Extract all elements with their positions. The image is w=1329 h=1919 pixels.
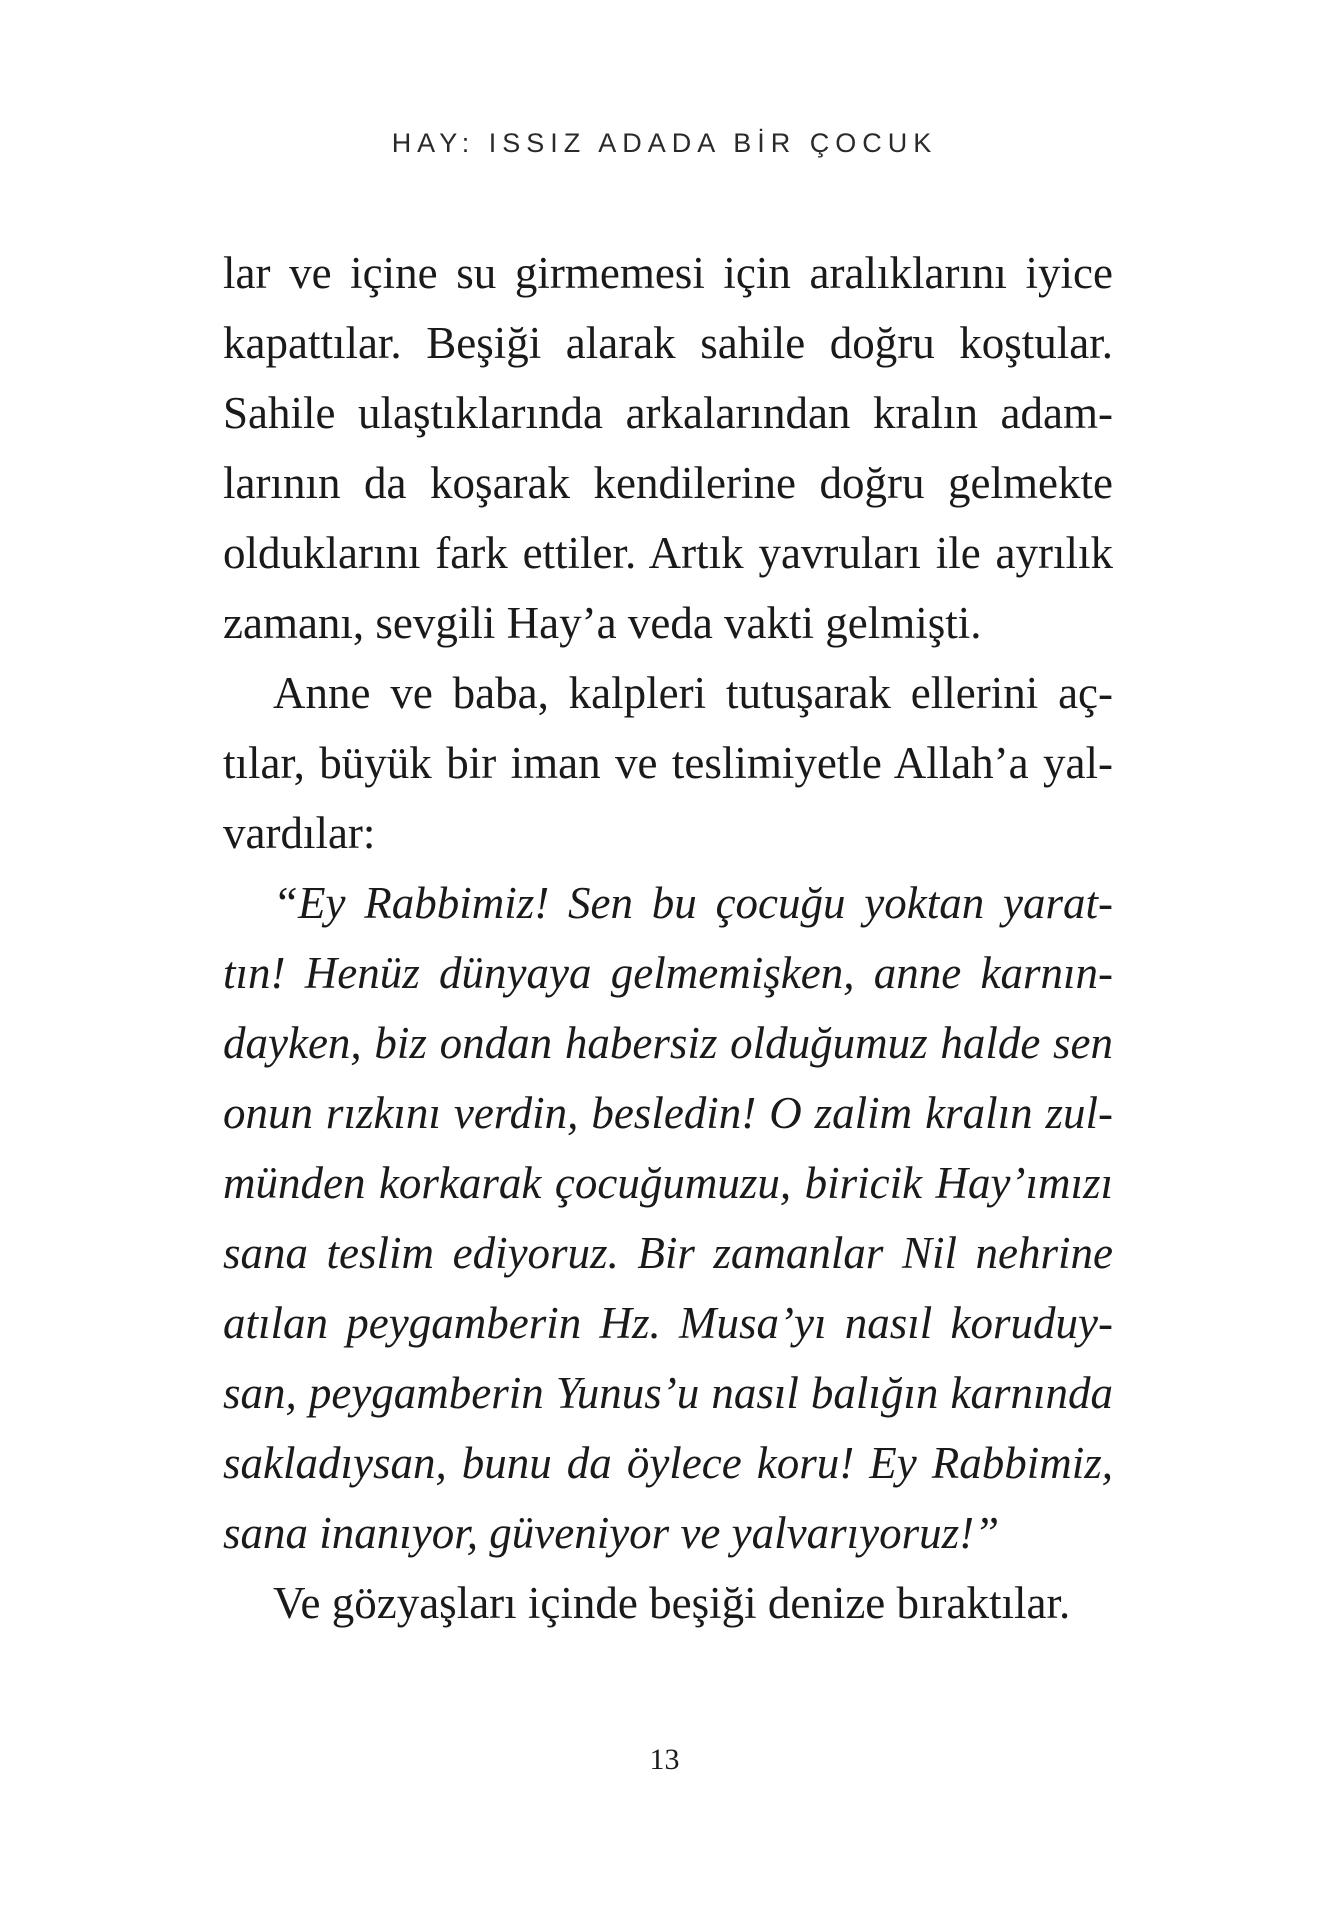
text-line: Sahile ulaştıklarında arkalarından kralın adam- [223, 388, 1113, 438]
text-line: larının da koşarak kendilerine doğru gelmekte [223, 458, 1113, 508]
text-line: Anne ve baba, kalpleri tutuşarak ellerini aç- [273, 668, 1113, 718]
paragraph-prayer [223, 868, 1113, 1568]
text-line: vardılar: [223, 808, 376, 858]
text-line: onun rızkını verdin, besledin! O zalim kralın zul- [223, 1088, 1113, 1138]
page-number: 13 [649, 1743, 680, 1776]
paragraph-1 [223, 238, 1113, 658]
text-line: tılar, büyük bir iman ve teslimiyetle Allah’a yal- [223, 738, 1113, 788]
text-line: sakladıysan, bunu da öylece koru! Ey Rabbimiz, [223, 1438, 1113, 1488]
text-line: zamanı, sevgili Hay’a veda vakti gelmişti. [223, 598, 982, 648]
text-line: lar ve içine su girmemesi için aralıklarını iyice [223, 248, 1113, 298]
text-line: tın! Henüz dünyaya gelmemişken, anne karnın- [223, 948, 1113, 998]
text-line: sana inanıyor, güveniyor ve yalvarıyoruz!” [223, 1508, 1000, 1558]
text-line: olduklarını fark ettiler. Artık yavruları ile ayrılık [223, 528, 1113, 578]
text-line: Ve gözyaşları içinde beşiği denize bıraktılar. [273, 1578, 1071, 1628]
running-header: HAY: ISSIZ ADADA BİR ÇOCUK [391, 128, 938, 158]
text-line: “Ey Rabbimiz! Sen bu çocuğu yoktan yarat- [273, 878, 1113, 928]
paragraph-2 [223, 658, 1113, 868]
text-line: sana teslim ediyoruz. Bir zamanlar Nil nehrine [223, 1228, 1113, 1278]
text-line: dayken, biz ondan habersiz olduğumuz halde sen [223, 1018, 1113, 1068]
text-line: kapattılar. Beşiği alarak sahile doğru koştular. [223, 318, 1113, 368]
text-line: münden korkarak çocuğumuzu, biricik Hay’ımızı [223, 1158, 1113, 1208]
page-body [223, 238, 1113, 1638]
paragraph-4 [223, 1568, 1113, 1638]
text-line: atılan peygamberin Hz. Musa’yı nasıl koruduy- [223, 1298, 1113, 1348]
text-line: san, peygamberin Yunus’u nasıl balığın karnında [223, 1368, 1113, 1418]
